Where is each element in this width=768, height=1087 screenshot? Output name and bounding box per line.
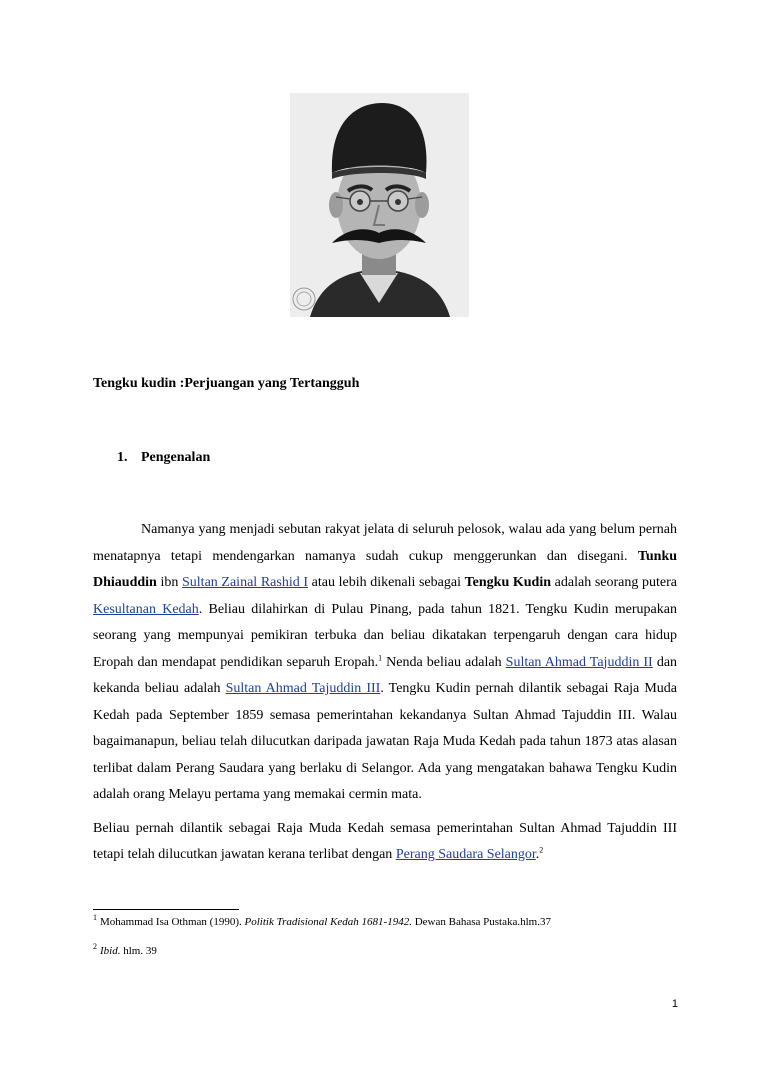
footnote-mark: 2 (93, 942, 97, 952)
footnote-divider (93, 909, 239, 910)
section-heading (117, 449, 677, 467)
footnote-text: Mohammad Isa Othman (1990). (100, 916, 242, 928)
text-segment: . (535, 847, 540, 862)
paragraph-2 (93, 816, 677, 869)
text-segment: . Beliau dilahirkan di Pulau Pinang, pada tahun 1821. Tengku Kudin merupakan seorang yang mempunyai pemikiran terbuka dan beliau dikatakan terpengaruh dengan cara hidup Eropah dan mendapat pendidikan separuh Eropah. (93, 601, 677, 670)
link-sultan-ahmad-tajuddin-ii[interactable]: Sultan Ahmad Tajuddin II (505, 654, 653, 670)
page-number: 1 (671, 998, 678, 1010)
footnote-ref-2[interactable]: 2 (539, 845, 544, 855)
link-sultan-zainal-rashid[interactable]: Sultan Zainal Rashid I (182, 575, 309, 590)
text-segment: ibn (160, 575, 179, 590)
footnote-ref-1[interactable]: 1 (378, 652, 383, 662)
text-segment: . Tengku Kudin pernah dilantik sebagai Raja Muda Kedah pada September 1859 semasa pemerintahan kekandanya Sultan Ahmad Tajuddin III. Walau bagaimanapun, beliau telah dilucutkan daripada jawatan Raja Muda Kedah pada tahun 1873 atas alasan terlibat dalam Perang Saudara yang berlaku di Selangor. Ada yang mengatakan bahawa Tengku Kudin adalah orang Melayu pertama yang memakai cermin mata. (93, 681, 677, 802)
link-perang-saudara-selangor[interactable]: Perang Saudara Selangor (395, 847, 536, 862)
document-title: Tengku kudin :Perjuangan yang Tertangguh (93, 376, 360, 391)
section-label: Pengenalan (141, 450, 211, 465)
body-text (93, 517, 677, 869)
bold-name: Tengku Kudin (464, 575, 552, 590)
text-segment: adalah seorang putera (554, 575, 677, 590)
footnote-2 (93, 944, 693, 958)
footnote-1 (93, 915, 693, 929)
footnote-ibid: Ibid. (100, 945, 121, 957)
text-segment: atau lebih dikenali sebagai (311, 575, 461, 590)
link-sultan-ahmad-tajuddin-iii[interactable]: Sultan Ahmad Tajuddin III (225, 681, 381, 696)
text-segment: Namanya yang menjadi sebutan rakyat jelata di seluruh pelosok, walau ada yang belum pernah menatapnya tetapi mendengarkan namanya sudah cukup menggerunkan dan disegani. (93, 522, 677, 564)
text-segment: Nenda beliau adalah (386, 654, 502, 670)
paragraph-1 (93, 517, 677, 809)
footnote-text: hlm. 39 (123, 945, 157, 957)
link-kesultanan-kedah[interactable]: Kesultanan Kedah (93, 601, 199, 617)
footnote-text: Dewan Bahasa Pustaka.hlm.37 (414, 916, 551, 928)
section-number: 1. (117, 450, 128, 465)
bold-name: Tunku Dhiauddin (93, 548, 678, 590)
footnote-mark: 1 (93, 913, 97, 923)
footnote-book-title: Politik Tradisional Kedah 1681-1942. (244, 916, 412, 928)
text-segment: Beliau pernah dilantik sebagai Raja Muda Kedah semasa pemerintahan Sultan Ahmad Tajuddin III tetapi telah dilucutkan jawatan kerana terlibat dengan (93, 820, 677, 862)
text-segment: dan kekanda beliau adalah (93, 654, 678, 696)
portrait-photo (290, 93, 469, 317)
